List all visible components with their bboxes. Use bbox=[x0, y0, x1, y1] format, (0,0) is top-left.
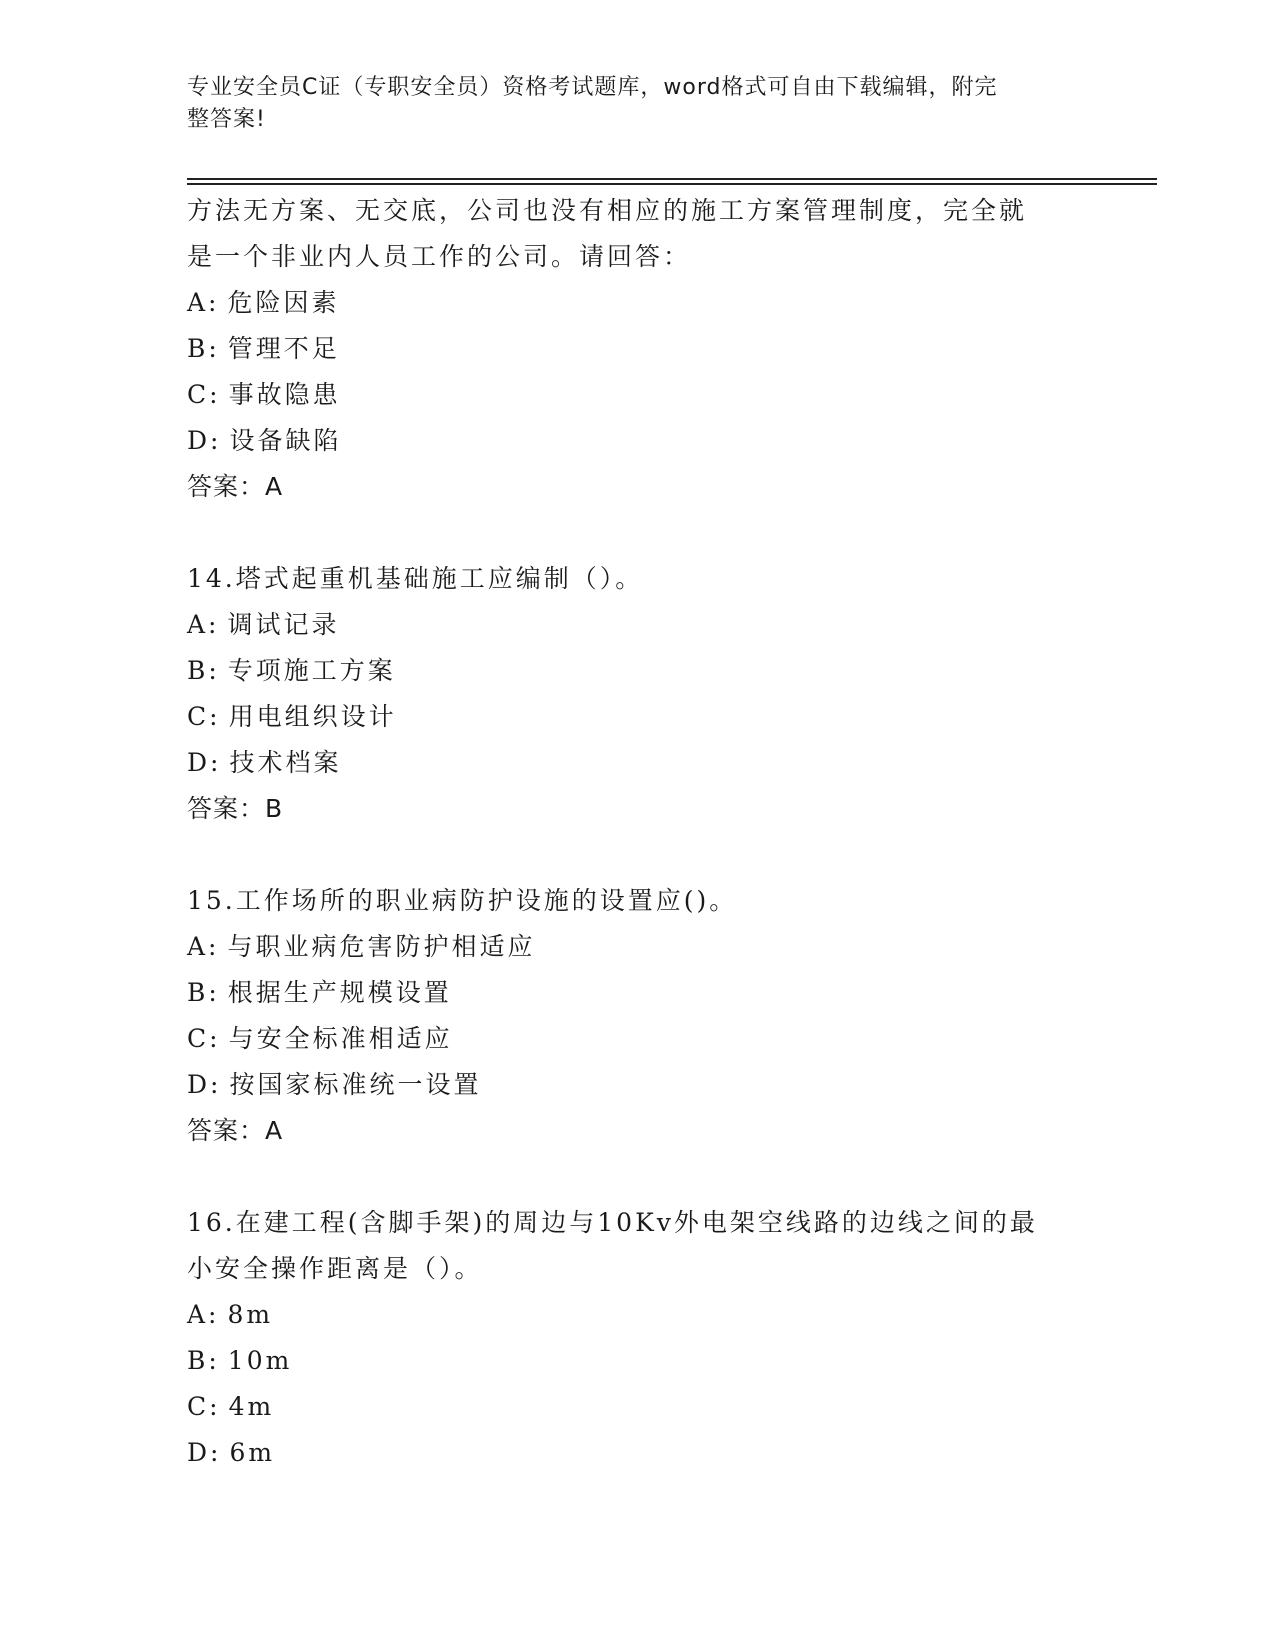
option-label: A: bbox=[187, 932, 220, 961]
question-stem: 15.工作场所的职业病防护设施的设置应()。 bbox=[187, 886, 738, 915]
option-a bbox=[187, 924, 1087, 970]
option-label: A: bbox=[187, 288, 220, 317]
option-label: D: bbox=[187, 748, 222, 777]
option-c bbox=[187, 372, 1087, 418]
header-rule-top bbox=[187, 178, 1157, 180]
option-label: B: bbox=[187, 334, 220, 363]
spacer bbox=[187, 510, 1087, 556]
document-header bbox=[187, 72, 1067, 136]
answer-line: 答案：A bbox=[187, 472, 284, 501]
option-label: D: bbox=[187, 1070, 222, 1099]
question-13 bbox=[187, 188, 1087, 510]
option-c bbox=[187, 1384, 1087, 1430]
option-label: A: bbox=[187, 1300, 220, 1329]
option-d bbox=[187, 1430, 1087, 1476]
option-label: B: bbox=[187, 1346, 220, 1375]
question-14 bbox=[187, 556, 1087, 832]
option-text: 用电组织设计 bbox=[228, 702, 397, 731]
question-stem: 16.在建工程(含脚手架)的周边与10Kv外电架空线路的边线之间的最 bbox=[187, 1208, 1038, 1237]
option-a bbox=[187, 280, 1087, 326]
header-rule-bottom bbox=[187, 183, 1157, 185]
option-text: 专项施工方案 bbox=[227, 656, 396, 685]
option-text: 与职业病危害防护相适应 bbox=[227, 932, 536, 961]
option-label: A: bbox=[187, 610, 220, 639]
answer-line: 答案：B bbox=[187, 794, 284, 823]
option-text: 8m bbox=[227, 1300, 274, 1329]
option-text: 根据生产规模设置 bbox=[227, 978, 452, 1007]
answer-line: 答案：A bbox=[187, 1116, 284, 1145]
option-label: C: bbox=[187, 1024, 221, 1053]
option-label: B: bbox=[187, 978, 220, 1007]
option-a bbox=[187, 602, 1087, 648]
option-text: 调试记录 bbox=[227, 610, 340, 639]
option-label: C: bbox=[187, 702, 221, 731]
option-label: D: bbox=[187, 426, 222, 455]
header-line-2: 整答案! bbox=[187, 107, 266, 132]
option-label: B: bbox=[187, 656, 220, 685]
option-text: 危险因素 bbox=[227, 288, 340, 317]
question-stem: 是一个非业内人员工作的公司。请回答： bbox=[187, 242, 692, 271]
option-text: 按国家标准统一设置 bbox=[229, 1070, 482, 1099]
option-text: 4m bbox=[228, 1392, 275, 1421]
header-line-1: 专业安全员C证（专职安全员）资格考试题库，word格式可自由下载编辑，附完 bbox=[187, 75, 998, 100]
question-stem: 方法无方案、无交底，公司也没有相应的施工方案管理制度，完全就 bbox=[187, 196, 1028, 225]
option-label: D: bbox=[187, 1438, 222, 1467]
option-label: C: bbox=[187, 1392, 221, 1421]
option-text: 10m bbox=[227, 1346, 293, 1375]
option-d bbox=[187, 740, 1087, 786]
option-d bbox=[187, 418, 1087, 464]
question-list bbox=[187, 188, 1087, 1476]
option-text: 管理不足 bbox=[227, 334, 340, 363]
option-text: 6m bbox=[229, 1438, 276, 1467]
option-a bbox=[187, 1292, 1087, 1338]
spacer bbox=[187, 832, 1087, 878]
option-text: 与安全标准相适应 bbox=[228, 1024, 453, 1053]
question-stem: 14.塔式起重机基础施工应编制（）。 bbox=[187, 564, 644, 593]
option-d bbox=[187, 1062, 1087, 1108]
option-b bbox=[187, 326, 1087, 372]
spacer bbox=[187, 1154, 1087, 1200]
option-text: 事故隐患 bbox=[228, 380, 341, 409]
question-15 bbox=[187, 878, 1087, 1154]
option-b bbox=[187, 970, 1087, 1016]
option-b bbox=[187, 648, 1087, 694]
option-text: 设备缺陷 bbox=[229, 426, 342, 455]
option-b bbox=[187, 1338, 1087, 1384]
question-stem: 小安全操作距离是（）。 bbox=[187, 1254, 483, 1283]
option-c bbox=[187, 1016, 1087, 1062]
option-text: 技术档案 bbox=[229, 748, 342, 777]
option-c bbox=[187, 694, 1087, 740]
question-16 bbox=[187, 1200, 1087, 1476]
option-label: C: bbox=[187, 380, 221, 409]
